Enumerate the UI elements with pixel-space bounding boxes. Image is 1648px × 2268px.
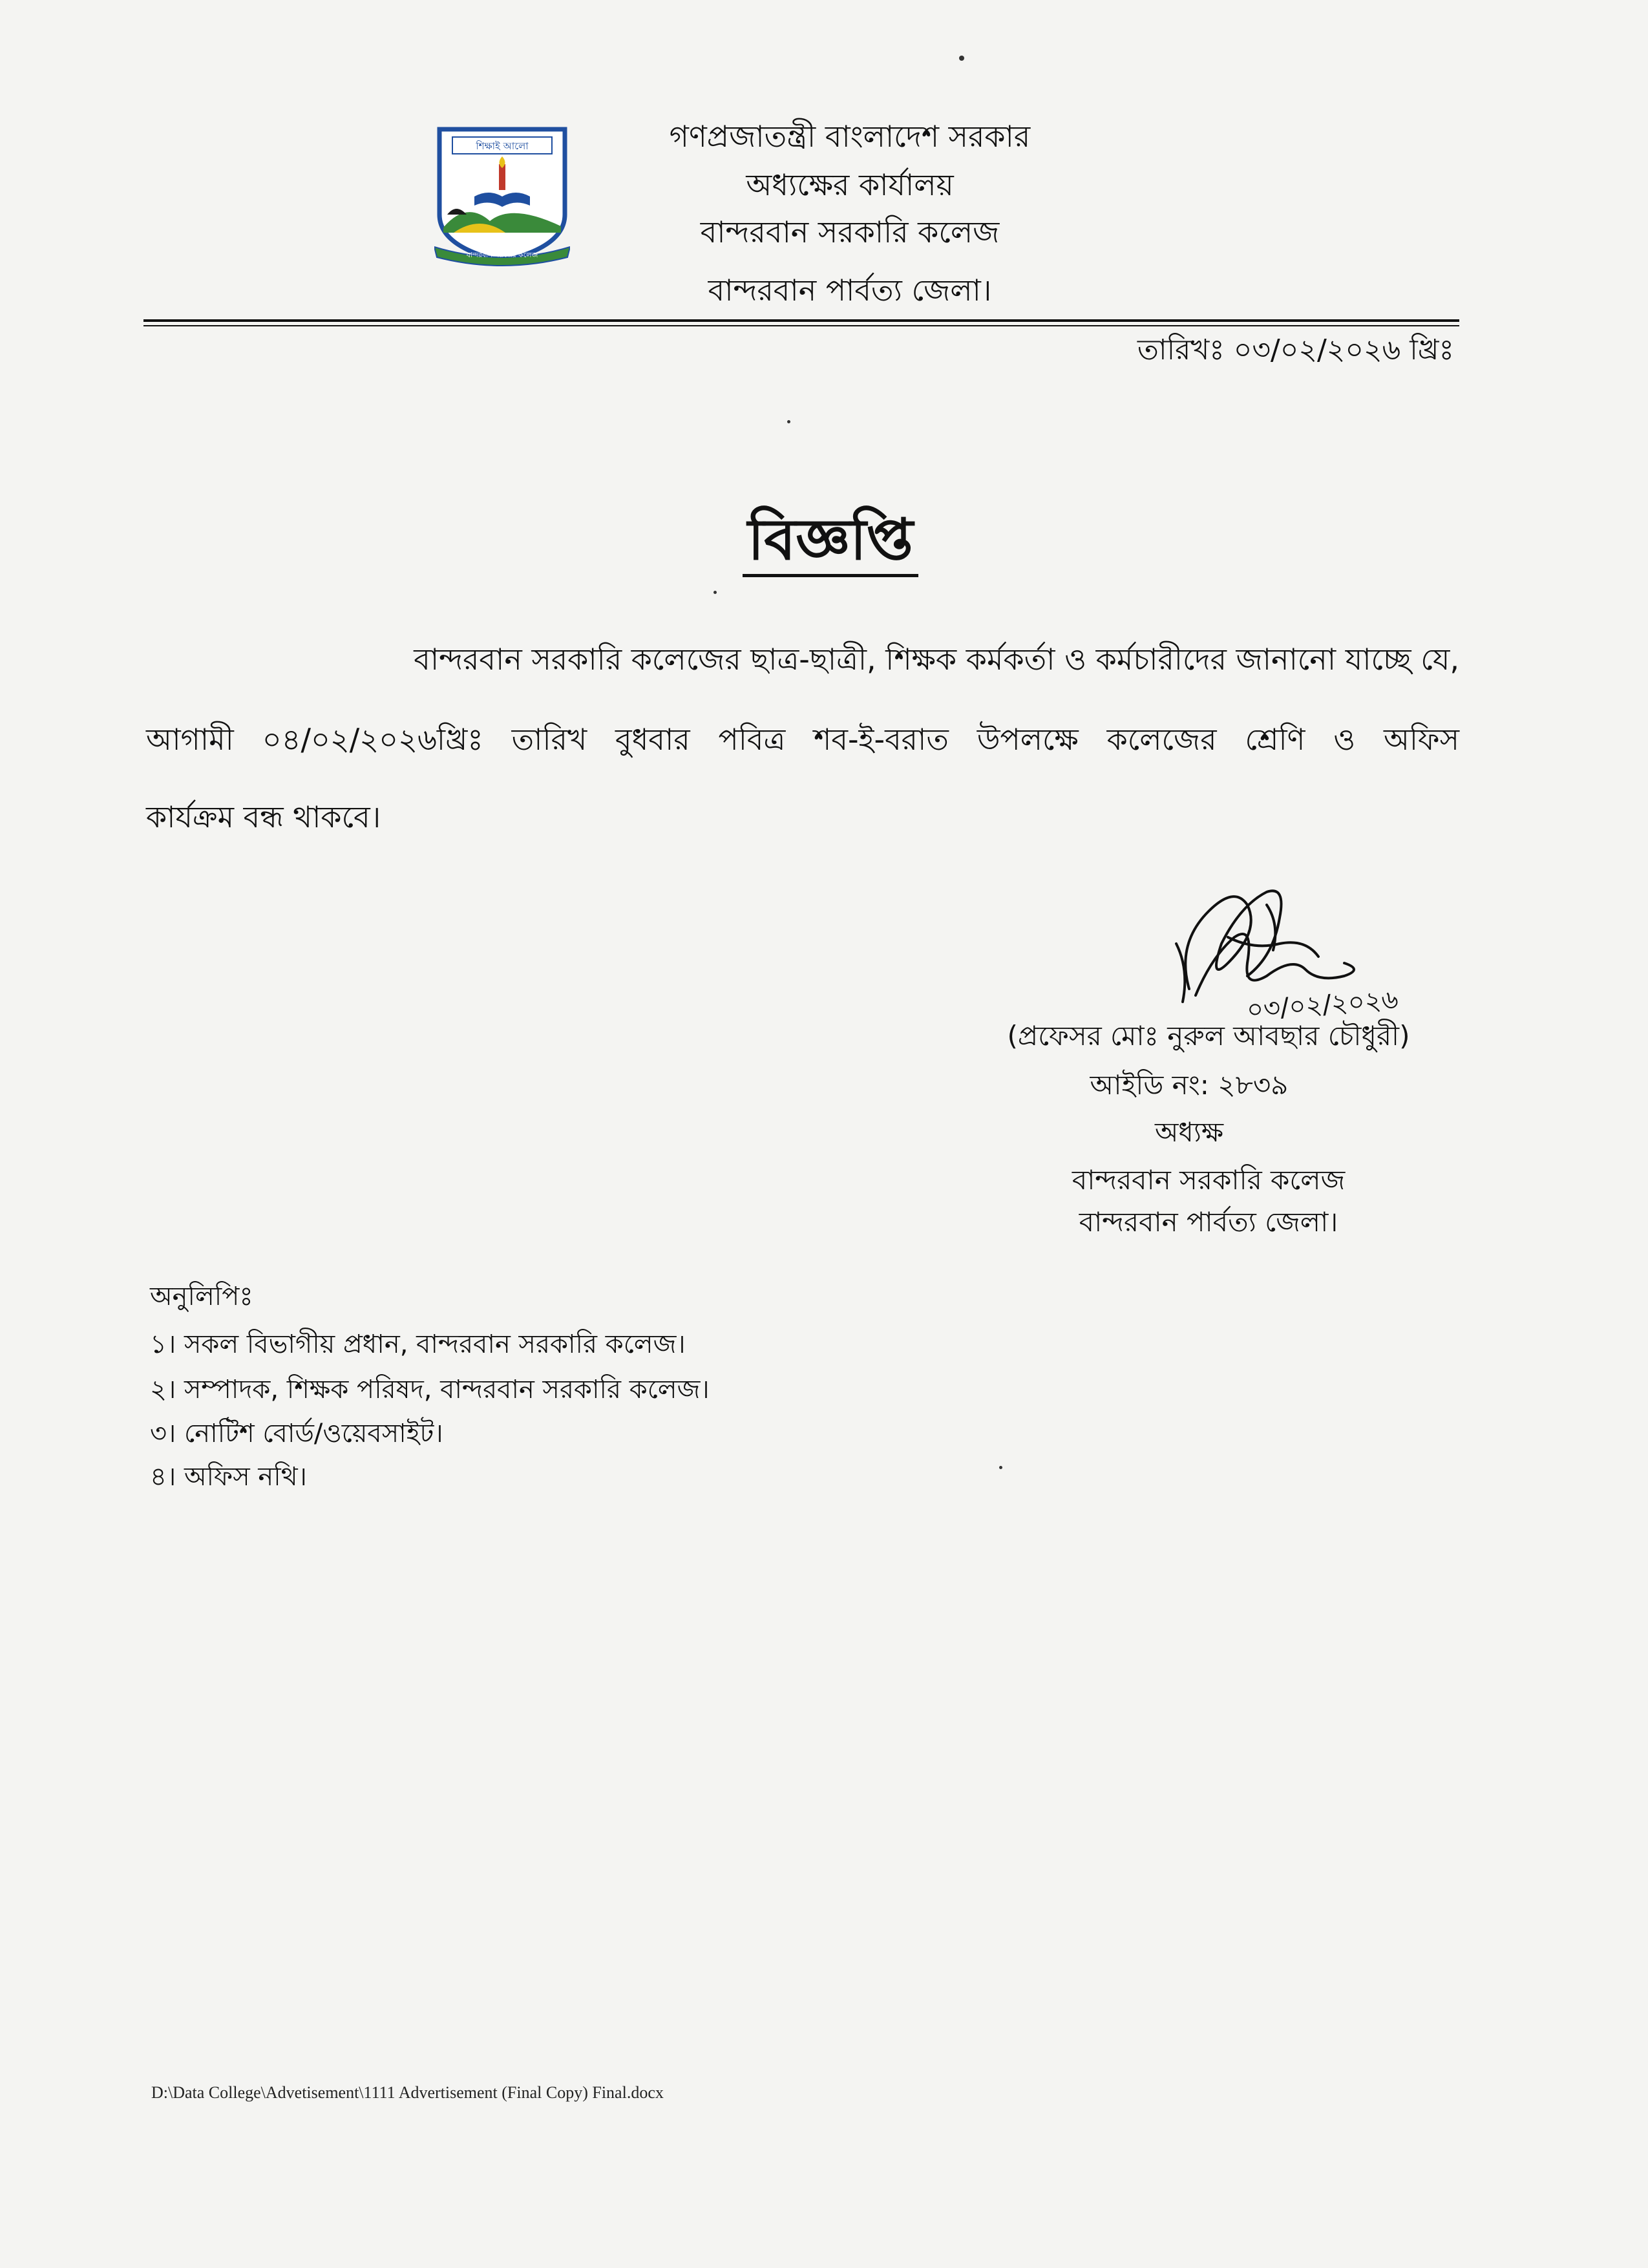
copies-label: অনুলিপিঃ (150, 1282, 253, 1311)
header-rule-thin (143, 325, 1459, 326)
signatory-name: (প্রফেসর মোঃ নুরুল আবছার চৌধুরী) (1007, 1020, 1410, 1052)
notice-body-line-2: আগামী ০৪/০২/২০২৬খ্রিঃ তারিখ বুধবার পবিত্র শব-ই-বরাত উপলক্ষে কলেজের শ্রেণি ও অফিস (146, 722, 1459, 757)
signatory-designation: অধ্যক্ষ (1154, 1116, 1224, 1148)
signature-scribble-icon (1150, 866, 1428, 1028)
copy-item: ৪। অফিস নথি। (150, 1462, 307, 1492)
copy-item: ৩। নোটিশ বোর্ড/ওয়েবসাইট। (150, 1419, 443, 1448)
logo-banner-text: শিক্ষাই আলো (476, 140, 529, 152)
notice-title (646, 504, 1015, 575)
scan-speck (713, 591, 717, 594)
scan-speck (999, 1466, 1002, 1469)
header-rule-thick (143, 319, 1459, 322)
signatory-district: বান্দরবান পার্বত্য জেলা। (1079, 1206, 1338, 1238)
header-government: গণপ্রজাতন্ত্রী বাংলাদেশ সরকার (669, 119, 1031, 154)
issue-date: তারিখঃ ০৩/০২/২০২৬ খ্রিঃ (1137, 334, 1454, 366)
logo-ribbon-text: বান্দরবান সরকারি কলেজ (466, 251, 538, 259)
header-office: অধ্যক্ষের কার্যালয় (746, 167, 954, 202)
header-district: বান্দরবান পার্বত্য জেলা। (708, 273, 992, 308)
copy-item: ২। সম্পাদক, শিক্ষক পরিষদ, বান্দরবান সরকারি কলেজ। (150, 1375, 710, 1404)
notice-body-line-1: বান্দরবান সরকারি কলেজের ছাত্র-ছাত্রী, শিক্ষক কর্মকর্তা ও কর্মচারীদের জানানো যাচ্ছে যে, (414, 642, 1459, 677)
scan-speck (959, 56, 964, 61)
scan-speck (787, 420, 790, 423)
copy-item: ১। সকল বিভাগীয় প্রধান, বান্দরবান সরকারি কলেজ। (150, 1330, 686, 1359)
notice-title-text: বিজ্ঞপ্তি (743, 506, 918, 577)
handwritten-signature (1150, 866, 1428, 1028)
signatory-id: আইডি নং: ২৮৩৯ (1090, 1069, 1289, 1101)
signatory-college: বান্দরবান সরকারি কলেজ (1072, 1164, 1346, 1196)
footer-file-path: D:\Data College\Advetisement\1111 Advertisement (Final Copy) Final.docx (151, 2083, 664, 2102)
notice-body-line-3: কার্যক্রম বন্ধ থাকবে। (146, 800, 381, 834)
signature-date: ০৩/০২/২০২৬ (1245, 984, 1400, 1025)
header-college: বান্দরবান সরকারি কলেজ (700, 215, 1000, 249)
